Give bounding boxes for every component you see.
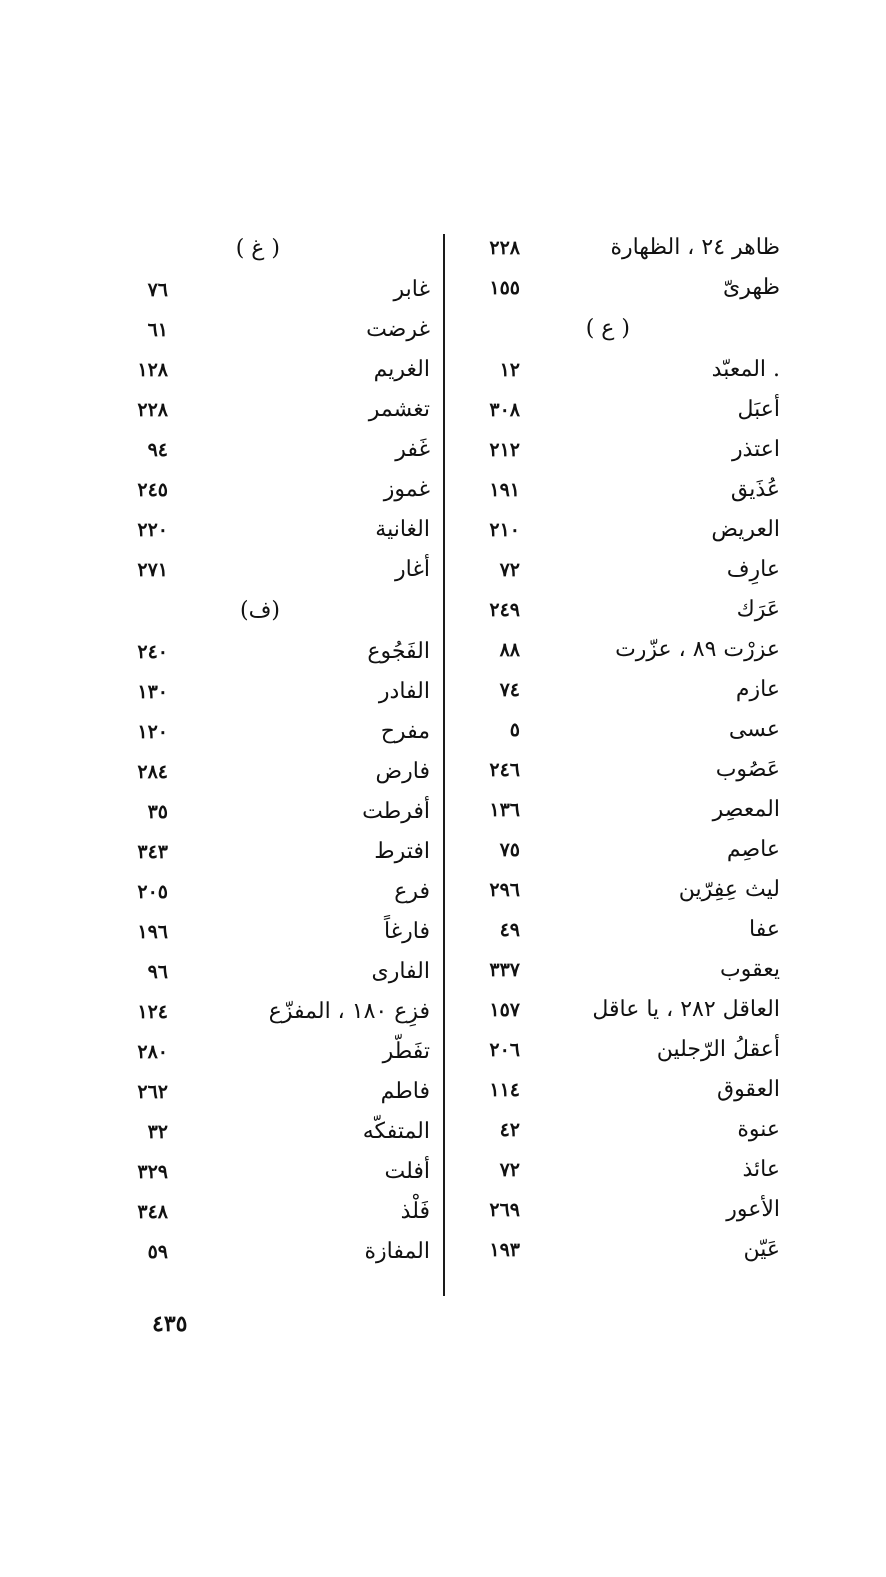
index-entry-page-number: ١٩١ — [489, 479, 520, 501]
section-header-row — [120, 228, 430, 270]
index-entry — [462, 228, 780, 268]
index-entry-word: غموز — [383, 477, 430, 502]
index-entry-page-number: ٢٢٠ — [137, 519, 168, 541]
index-entry — [462, 670, 780, 710]
index-entry-page-number: ٧٦ — [147, 279, 168, 301]
index-entry — [462, 510, 780, 550]
index-entry-page-number: ٢٢٨ — [137, 399, 168, 421]
index-entry — [462, 630, 780, 670]
index-entry-page-number: ٢٦٩ — [489, 1199, 520, 1221]
index-entry-page-number: ٢٠٥ — [137, 881, 168, 903]
index-entry — [462, 350, 780, 390]
index-entry-word: عزرْت ٨٩ ، عزّرت — [615, 637, 780, 662]
index-entry-page-number: ٩٦ — [147, 961, 168, 983]
index-entry — [462, 268, 780, 308]
index-entry-page-number: ١٣٦ — [489, 799, 520, 821]
index-entry — [462, 1150, 780, 1190]
index-entry-word: العقوق — [717, 1077, 780, 1102]
index-entry-word: عازم — [735, 677, 780, 702]
index-entry-word: اعتذر — [731, 437, 780, 462]
index-entry — [462, 430, 780, 470]
index-entry-word: الأعور — [726, 1197, 780, 1222]
column-divider — [443, 234, 445, 1296]
index-entry-word: الفَجُوع — [367, 639, 430, 664]
index-entry-word: فَلْذ — [400, 1199, 430, 1224]
index-entry-page-number: ٤٩ — [499, 919, 520, 941]
index-entry-word: عارِف — [726, 557, 780, 582]
index-entry-page-number: ٣٥ — [147, 801, 168, 823]
section-letter-heading: ( ع ) — [585, 316, 630, 341]
index-entry-word: غَفر — [395, 437, 430, 462]
index-entry-page-number: ٥٩ — [147, 1241, 168, 1263]
index-entry — [462, 830, 780, 870]
index-entry — [120, 510, 430, 550]
index-entry-page-number: ٣٤٨ — [137, 1201, 168, 1223]
index-entry-page-number: ٢٦٢ — [137, 1081, 168, 1103]
index-entry-word: المفازة — [364, 1239, 430, 1264]
index-entry — [120, 792, 430, 832]
index-entry-page-number: ٧٥ — [499, 839, 520, 861]
index-entry-word: عائذ — [742, 1157, 780, 1182]
index-entry-page-number: ١٢٨ — [137, 359, 168, 381]
index-entry-word: المتفكّه — [362, 1119, 430, 1144]
index-entry — [462, 1030, 780, 1070]
index-entry — [462, 590, 780, 630]
index-entry-word: العاقل ٢٨٢ ، يا عاقل — [592, 997, 780, 1022]
index-entry-page-number: ٩٤ — [147, 439, 168, 461]
index-entry-word: ليث عِفِرّين — [678, 877, 780, 902]
index-entry-page-number: ١١٤ — [489, 1079, 520, 1101]
index-entry-word: تغشمر — [368, 397, 430, 422]
index-entry-word: عَرَك — [736, 597, 780, 622]
index-entry — [120, 632, 430, 672]
index-entry — [120, 952, 430, 992]
index-entry-word: فرع — [394, 879, 430, 904]
index-entry-page-number: ٢٢٨ — [489, 237, 520, 259]
index-column-right — [462, 228, 780, 1270]
index-entry-word: فارغاً — [383, 919, 430, 944]
index-entry-page-number: ١٣٠ — [137, 681, 168, 703]
index-entry-page-number: ٨٨ — [499, 639, 520, 661]
index-entry-page-number: ١٢٤ — [137, 1001, 168, 1023]
index-entry-page-number: ١٢٠ — [137, 721, 168, 743]
index-entry-page-number: ٤٢ — [499, 1119, 520, 1141]
index-entry-word: الغانية — [375, 517, 430, 542]
index-entry-word: فارض — [375, 759, 430, 784]
index-entry — [462, 1230, 780, 1270]
index-entry-word: افترط — [374, 839, 430, 864]
index-entry — [462, 790, 780, 830]
index-entry-page-number: ٢٤٦ — [489, 759, 520, 781]
index-entry-page-number: ١٩٣ — [489, 1239, 520, 1261]
index-entry-word: عسى — [728, 717, 780, 742]
index-entry-page-number: ٢٨٤ — [137, 761, 168, 783]
index-entry-word: المعصِر — [712, 797, 780, 822]
index-entry-page-number: ١٥٥ — [489, 277, 520, 299]
index-entry-word: العريض — [711, 517, 780, 542]
index-entry — [120, 270, 430, 310]
index-entry-word: الفادر — [378, 679, 430, 704]
index-entry-word: أفرطت — [362, 799, 430, 824]
index-entry-page-number: ٦١ — [147, 319, 168, 341]
index-entry-page-number: ٣٢ — [147, 1121, 168, 1143]
index-entry-page-number: ٣٣٧ — [489, 959, 520, 981]
index-entry-word: ظاهر ٢٤ ، الظهارة — [610, 235, 780, 260]
index-entry — [120, 1232, 430, 1272]
index-entry-page-number: ٣٢٩ — [137, 1161, 168, 1183]
index-entry — [120, 992, 430, 1032]
index-entry-page-number: ١٥٧ — [489, 999, 520, 1021]
index-entry — [462, 550, 780, 590]
index-entry — [462, 1110, 780, 1150]
index-entry-page-number: ٥ — [509, 719, 520, 741]
index-entry — [120, 1112, 430, 1152]
index-entry-page-number: ٧٢ — [499, 559, 520, 581]
index-entry — [462, 390, 780, 430]
index-entry — [120, 1032, 430, 1072]
index-entry — [120, 350, 430, 390]
index-entry-word: غابر — [393, 277, 430, 302]
index-entry-page-number: ٣٤٣ — [137, 841, 168, 863]
index-entry-word: عُذَيق — [730, 477, 780, 502]
index-entry-word: الغريم — [373, 357, 430, 382]
index-entry — [462, 750, 780, 790]
index-entry — [462, 990, 780, 1030]
index-entry — [462, 910, 780, 950]
index-entry-word: عفا — [749, 917, 780, 942]
index-entry-page-number: ١٩٦ — [137, 921, 168, 943]
index-entry-page-number: ٧٤ — [499, 679, 520, 701]
index-entry — [120, 832, 430, 872]
index-entry-page-number: ٣٠٨ — [489, 399, 520, 421]
index-entry — [462, 870, 780, 910]
index-entry-page-number: ٢٨٠ — [137, 1041, 168, 1063]
index-entry-page-number: ٢١٢ — [489, 439, 520, 461]
index-entry-word: عَصُوب — [715, 757, 780, 782]
index-entry-word: يعقوب — [720, 957, 780, 982]
index-entry-word: عاصِم — [726, 837, 780, 862]
index-entry-word: أغار — [395, 557, 430, 582]
section-header-row — [462, 308, 780, 350]
index-entry — [120, 550, 430, 590]
index-entry-word: الفارى — [371, 959, 430, 984]
index-entry — [462, 470, 780, 510]
index-entry-page-number: ٧٢ — [499, 1159, 520, 1181]
index-entry-word: فزِع ١٨٠ ، المفزّع — [268, 999, 430, 1024]
index-entry-page-number: ٢٤٠ — [137, 641, 168, 663]
index-entry-page-number: ٢٠٦ — [489, 1039, 520, 1061]
index-entry — [120, 872, 430, 912]
index-entry-page-number: ٢٤٩ — [489, 599, 520, 621]
index-column-left — [120, 228, 430, 1272]
index-entry — [120, 310, 430, 350]
page-number: ٤٣٥ — [152, 1311, 188, 1337]
index-entry — [462, 1070, 780, 1110]
index-entry — [120, 1072, 430, 1112]
index-entry-word: عَيّن — [743, 1237, 780, 1262]
index-entry — [120, 470, 430, 510]
index-entry-page-number: ٢٩٦ — [489, 879, 520, 901]
index-entry — [120, 390, 430, 430]
index-entry — [120, 1152, 430, 1192]
index-entry-page-number: ١٢ — [499, 359, 520, 381]
index-entry — [462, 950, 780, 990]
section-header-row — [120, 590, 430, 632]
index-entry-word: مفرح — [380, 719, 430, 744]
index-entry-word: ظهرىّ — [722, 275, 780, 300]
index-entry — [120, 1192, 430, 1232]
index-entry-word: أعقلُ الرّجلين — [656, 1037, 780, 1062]
index-entry-word: غرضت — [366, 317, 430, 342]
index-entry-word: فاطم — [380, 1079, 430, 1104]
index-entry — [120, 752, 430, 792]
index-entry — [120, 912, 430, 952]
index-entry — [120, 430, 430, 470]
index-entry-page-number: ٢٧١ — [137, 559, 168, 581]
section-letter-heading: ( غ ) — [235, 236, 280, 261]
index-entry-word: أعبَل — [737, 397, 780, 422]
index-entry-word: تفَطّر — [382, 1039, 430, 1064]
index-entry-page-number: ٢٤٥ — [137, 479, 168, 501]
index-entry — [120, 712, 430, 752]
index-entry-word: عنوة — [737, 1117, 780, 1142]
index-entry — [120, 672, 430, 712]
index-entry-page-number: ٢١٠ — [489, 519, 520, 541]
index-entry-word: . المعبّد — [711, 357, 780, 382]
index-entry-word: أفلت — [384, 1159, 430, 1184]
section-letter-heading: (ف) — [240, 598, 280, 623]
index-entry — [462, 1190, 780, 1230]
index-entry — [462, 710, 780, 750]
